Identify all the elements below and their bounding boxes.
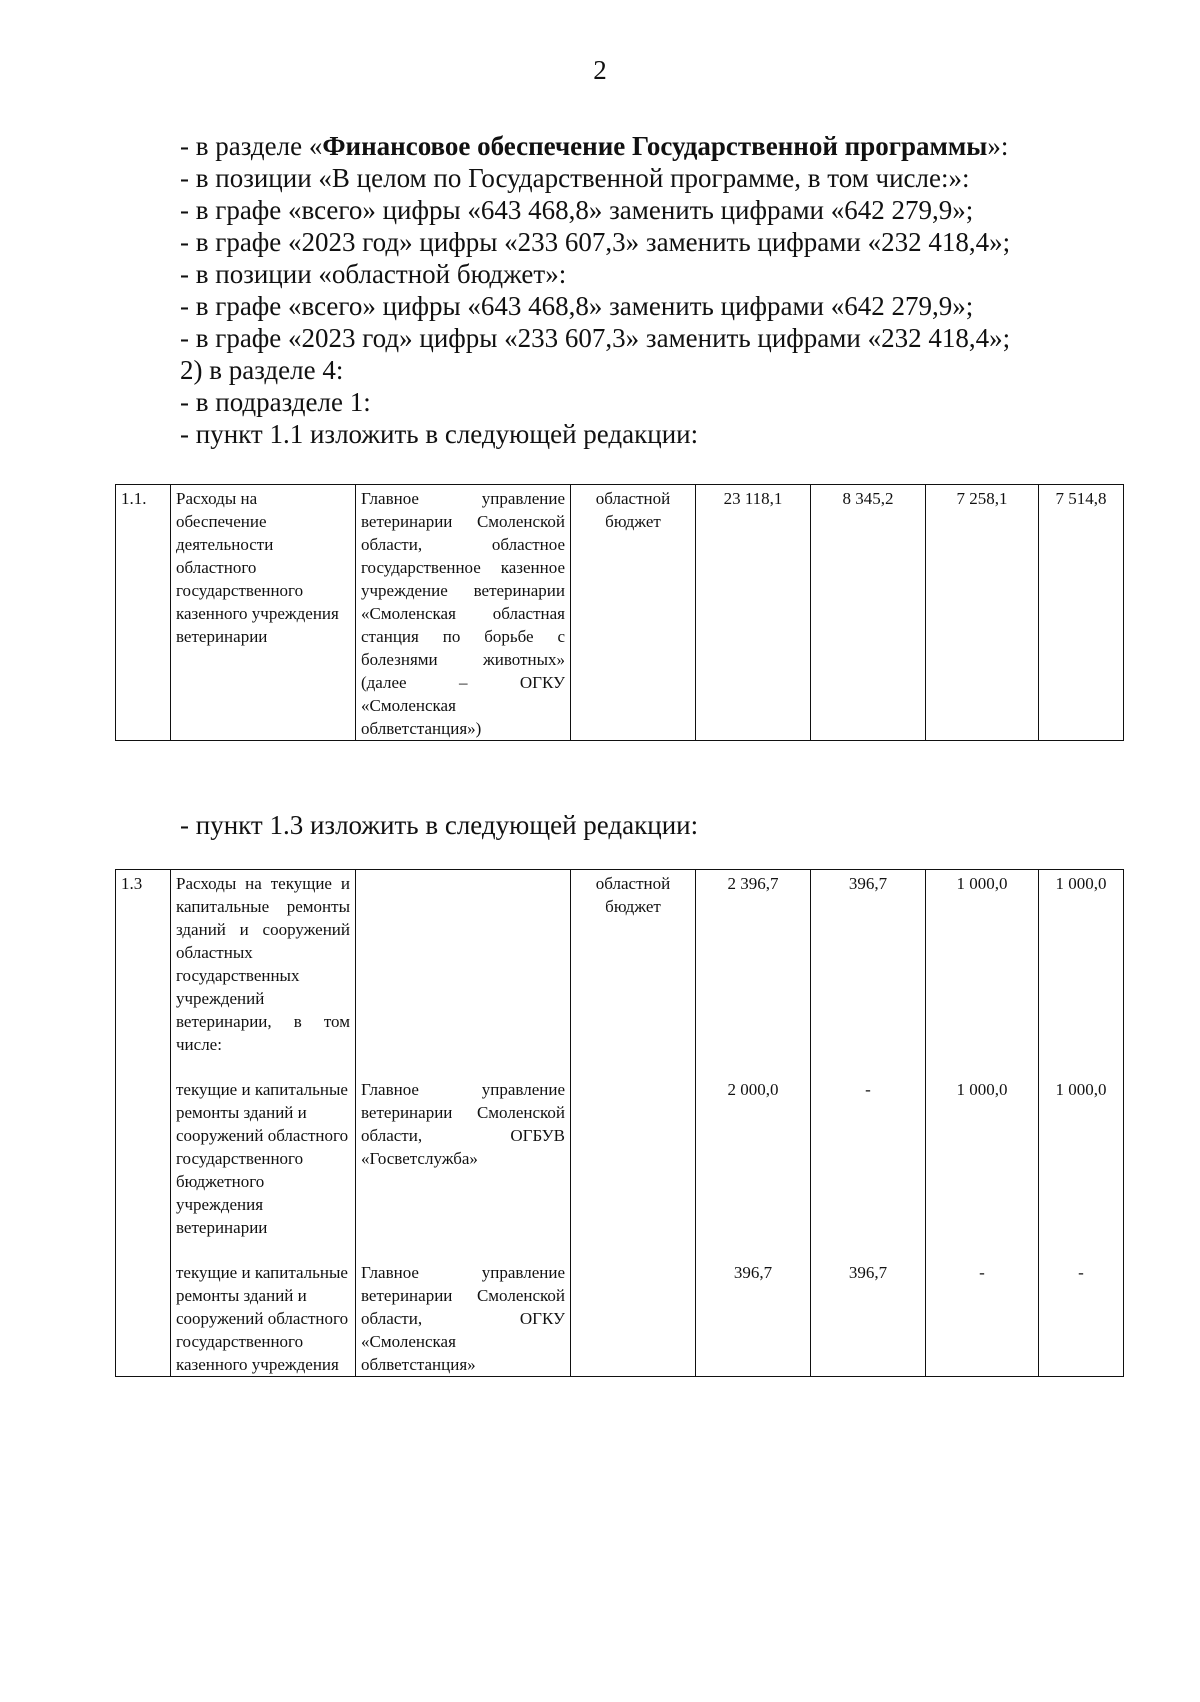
spacer-cell xyxy=(116,1239,171,1377)
item-year-1: 396,7 xyxy=(811,870,926,1057)
subitem-executor: Главное управление ветеринарии Смоленской области, ОГБУВ «Госветслужба» xyxy=(356,1056,571,1239)
table-item-1-3 xyxy=(115,869,1124,1377)
subitem-total: 396,7 xyxy=(696,1239,811,1377)
item-code: 1.1. xyxy=(116,485,171,741)
subitem-year-1: - xyxy=(811,1056,926,1239)
subitem-total: 2 000,0 xyxy=(696,1056,811,1239)
intro-line-10: - пункт 1.1 изложить в следующей редакции: xyxy=(180,419,699,449)
item-funding-source: областной бюджет xyxy=(571,870,696,1057)
intro-line-4: - в графе «2023 год» цифры «233 607,3» заменить цифрами «232 418,4»; xyxy=(180,227,1011,257)
subitem-executor: Главное управление ветеринарии Смоленской области, ОГКУ «Смоленская облветстанция» xyxy=(356,1239,571,1377)
spacer-cell xyxy=(116,1056,171,1239)
item-year-2: 1 000,0 xyxy=(926,870,1039,1057)
item-year-2: 7 258,1 xyxy=(926,485,1039,741)
subitem-year-3: 1 000,0 xyxy=(1039,1056,1124,1239)
item-funding-source: областной бюджет xyxy=(571,485,696,741)
intro-line-3: - в графе «всего» цифры «643 468,8» заменить цифрами «642 279,9»; xyxy=(180,195,974,225)
intro-line-1-suffix: »: xyxy=(987,131,1009,161)
item-executor: Главное управление ветеринарии Смоленской области, областное государственное казенное учреждение ветеринарии «Смоленская областная станция по борьбе с болезнями животных» (далее – ОГКУ «Смоленская облветстанция») xyxy=(356,485,571,741)
item-year-3: 7 514,8 xyxy=(1039,485,1124,741)
item-total: 2 396,7 xyxy=(696,870,811,1057)
spacer-cell xyxy=(571,1056,696,1239)
table-item-1-1 xyxy=(115,484,1124,741)
intro-line-7: - в графе «2023 год» цифры «233 607,3» заменить цифрами «232 418,4»; xyxy=(180,323,1011,353)
item-executor xyxy=(356,870,571,1057)
intro-line-8: 2) в разделе 4: xyxy=(180,355,344,385)
page-number: 2 xyxy=(593,55,607,85)
subitem-name: текущие и капитальные ремонты зданий и сооружений областного государственного казенного учреждения xyxy=(171,1239,356,1377)
intro-line-1 xyxy=(180,130,1100,162)
subitem-year-2: - xyxy=(926,1239,1039,1377)
item-total: 23 118,1 xyxy=(696,485,811,741)
intro-line-6: - в графе «всего» цифры «643 468,8» заменить цифрами «642 279,9»; xyxy=(180,291,974,321)
table-row xyxy=(116,1056,1124,1239)
heading-item-1-3: - пункт 1.3 изложить в следующей редакции: xyxy=(180,810,699,840)
table-row xyxy=(116,1239,1124,1377)
intro-line-9: - в подразделе 1: xyxy=(180,387,371,417)
intro-line-1-prefix: - в разделе « xyxy=(180,131,323,161)
item-year-3: 1 000,0 xyxy=(1039,870,1124,1057)
item-code: 1.3 xyxy=(116,870,171,1057)
item-name: Расходы на обеспечение деятельности областного государственного казенного учреждения ветеринарии xyxy=(171,485,356,741)
table-row xyxy=(116,870,1124,1057)
spacer-cell xyxy=(571,1239,696,1377)
intro-line-5: - в позиции «областной бюджет»: xyxy=(180,259,567,289)
table-row xyxy=(116,485,1124,741)
subitem-year-1: 396,7 xyxy=(811,1239,926,1377)
item-name: Расходы на текущие и капитальные ремонты зданий и сооружений областных государственных учреждений ветеринарии, в том числе: xyxy=(171,870,356,1057)
amendment-text xyxy=(180,130,1100,450)
intro-line-2: - в позиции «В целом по Государственной программе, в том числе:»: xyxy=(180,163,970,193)
subitem-year-2: 1 000,0 xyxy=(926,1056,1039,1239)
subitem-year-3: - xyxy=(1039,1239,1124,1377)
section-title-bold: Финансовое обеспечение Государственной программы xyxy=(322,131,988,161)
subitem-name: текущие и капитальные ремонты зданий и сооружений областного государственного бюджетного учреждения ветеринарии xyxy=(171,1056,356,1239)
item-year-1: 8 345,2 xyxy=(811,485,926,741)
